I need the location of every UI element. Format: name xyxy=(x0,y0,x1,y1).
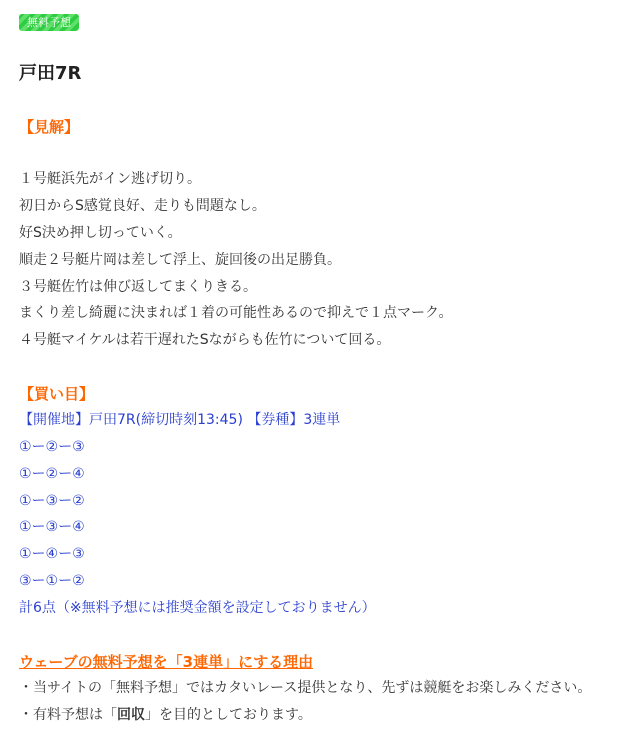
bet-combo: ①ー③ー② xyxy=(19,493,85,509)
race-title: 戸田7R xyxy=(19,63,82,84)
bet-combo: ①ー②ー③ xyxy=(19,439,85,455)
reason-line-2-bold: 回収 xyxy=(117,707,145,723)
bets-heading: 【買い目】 xyxy=(19,385,95,403)
opinion-line: ４号艇マイケルは若干遅れたSながらも佐竹について回る。 xyxy=(19,332,391,348)
race-info: 【開催地】戸田7R(締切時刻13:45) 【券種】3連単 xyxy=(19,412,341,428)
reason-heading: ウェーブの無料予想を「3連単」にする理由 xyxy=(19,653,314,671)
bet-combo: ①ー④ー③ xyxy=(19,546,85,562)
reason-line-2-prefix: ・有料予想は「 xyxy=(19,707,117,723)
bet-total: 計6点（※無料予想には推奨金額を設定しておりません） xyxy=(19,600,376,616)
reason-line-1: ・当サイトの「無料予想」ではカタいレース提供となり、先ずは競艇をお楽しみください。 xyxy=(19,680,592,696)
bet-combo: ①ー②ー④ xyxy=(19,466,85,482)
opinion-line: まくり差し綺麗に決まれば１着の可能性あるので抑えで１点マーク。 xyxy=(19,305,453,321)
free-prediction-badge: 無料予想 xyxy=(19,14,79,31)
opinion-line: ３号艇佐竹は伸び返してまくりきる。 xyxy=(19,279,257,295)
bet-combo: ③ー①ー② xyxy=(19,573,85,589)
reason-line-2 xyxy=(19,704,312,726)
opinion-line: １号艇浜先がイン逃げ切り。 xyxy=(19,171,201,187)
opinion-line: 好S決め押し切っていく。 xyxy=(19,225,182,241)
reason-line-2-suffix: 」を目的としております。 xyxy=(145,707,312,723)
opinion-line: 初日からS感覚良好、走りも問題なし。 xyxy=(19,198,266,214)
opinion-heading: 【見解】 xyxy=(19,118,80,136)
opinion-line: 順走２号艇片岡は差して浮上、旋回後の出足勝負。 xyxy=(19,252,341,268)
bet-combo: ①ー③ー④ xyxy=(19,519,85,535)
